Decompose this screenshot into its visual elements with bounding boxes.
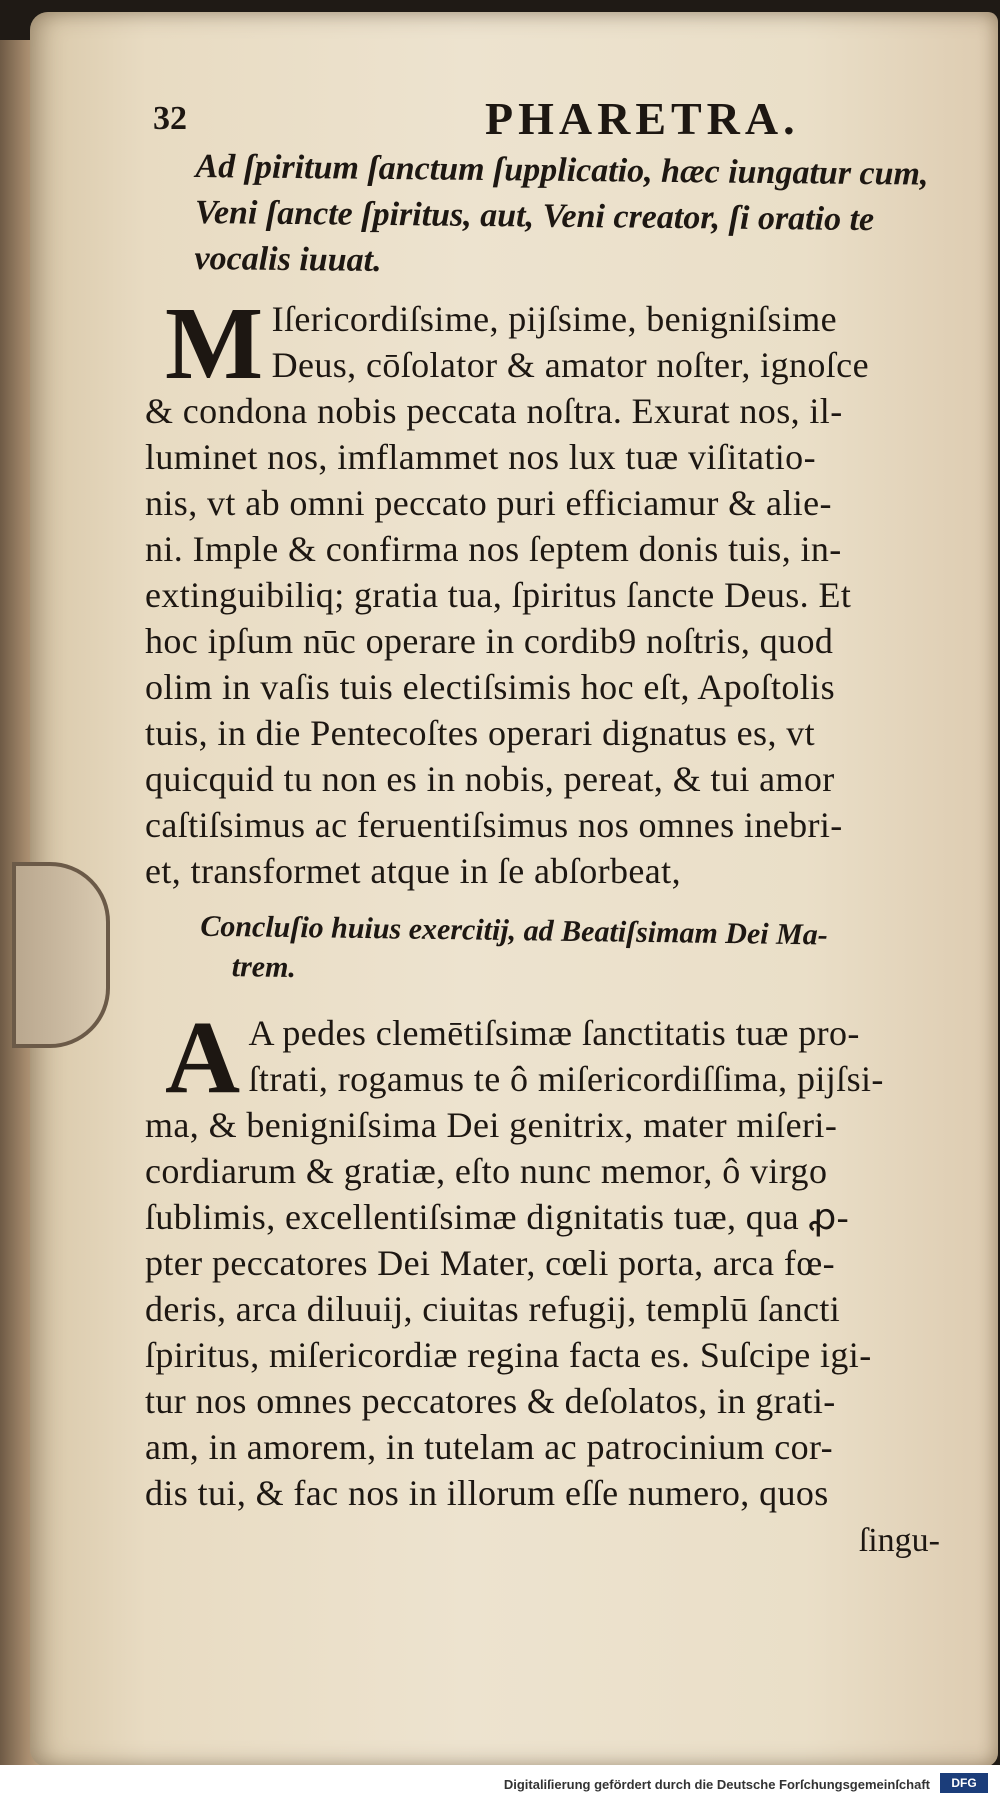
text-line: ſtrati, rogamus te ô miſericordiſſima, pijſsi-	[248, 1059, 884, 1099]
heading-line: Veni ſancte ſpiritus, aut, Veni creator, ſi oratio te	[194, 193, 875, 239]
text-line: quicquid tu non es in nobis, pereat, & tui amor	[145, 759, 835, 799]
text-line: deris, arca diluuij, ciuitas refugij, templū ſancti	[145, 1289, 841, 1329]
heading-line: Ad ſpiritum ſanctum ſupplicatio, hæc iungatur cum,	[195, 147, 929, 193]
text-line: tur nos omnes peccatores & deſolatos, in grati-	[145, 1381, 836, 1421]
section-heading	[194, 144, 960, 290]
text-line: nis, vt ab omni peccato puri efficiamur & alie-	[145, 483, 832, 523]
text-line: luminet nos, imflammet nos lux tuæ viſitatio-	[145, 437, 816, 477]
text-line: tuis, in die Pentecoſtes operari dignatus es, vt	[145, 713, 816, 753]
heading-line: Concluſio huius exercitij, ad Beatiſsimam Dei Ma-	[200, 909, 829, 952]
running-title: PHARETRA.	[485, 93, 800, 144]
text-line: A pedes clemētiſsimæ ſanctitatis tuæ pro-	[248, 1013, 860, 1053]
text-line: & condona nobis peccata noſtra. Exurat nos, il-	[145, 391, 843, 431]
text-line: ſpiritus, miſericordiæ regina facta es. Suſcipe igi-	[145, 1335, 872, 1375]
footer-bar	[0, 1765, 1000, 1799]
heading-line: vocalis iuuat.	[194, 239, 382, 279]
page-text	[145, 90, 960, 1560]
text-line: olim in vaſis tuis electiſsimis hoc eſt, Apoſtolis	[145, 667, 835, 707]
page-number: 32	[153, 100, 187, 137]
text-line: ſublimis, excellentiſsimæ dignitatis tuæ, qua ꝓ-	[145, 1197, 850, 1237]
text-line: dis tui, & fac nos in illorum eſſe numero, quos	[145, 1473, 829, 1513]
catchword: ſingu-	[858, 1522, 940, 1559]
prayer-paragraph	[145, 1000, 960, 1516]
text-line: Deus, cōſolator & amator noſter, ignoſce	[271, 345, 869, 385]
text-line: ni. Imple & confirma nos ſeptem donis tuis, in-	[145, 529, 842, 569]
digitization-note: Digitaliſierung gefördert durch die Deutsche Forſchungsgemeinſchaft	[503, 1777, 930, 1792]
page-header	[145, 90, 960, 148]
section-heading	[199, 907, 960, 998]
prayer-paragraph	[145, 286, 960, 894]
text-line: et, transformet atque in ſe abſorbeat,	[145, 851, 681, 891]
text-line: caſtiſsimus ac feruentiſsimus nos omnes inebri-	[145, 805, 843, 845]
text-line: cordiarum & gratiæ, eſto nunc memor, ô virgo	[145, 1151, 828, 1191]
dfg-logo: DFG	[940, 1773, 988, 1793]
book-clasp	[12, 862, 110, 1048]
text-line: pter peccatores Dei Mater, cœli porta, arca fœ-	[145, 1243, 836, 1283]
text-line: am, in amorem, in tutelam ac patrocinium cor-	[145, 1427, 834, 1467]
heading-line: trem.	[231, 950, 297, 985]
drop-cap: A	[165, 1000, 241, 1115]
text-line: ma, & benigniſsima Dei genitrix, mater miſeri-	[145, 1105, 838, 1145]
text-line: hoc ipſum nūc operare in cordib9 noſtris, quod	[145, 621, 834, 661]
text-line: extinguibiliq; gratia tua, ſpiritus ſancte Deus. Et	[145, 575, 852, 615]
text-line: Iſericordiſsime, pijſsime, benigniſsime	[271, 299, 838, 339]
drop-cap: M	[165, 286, 264, 401]
